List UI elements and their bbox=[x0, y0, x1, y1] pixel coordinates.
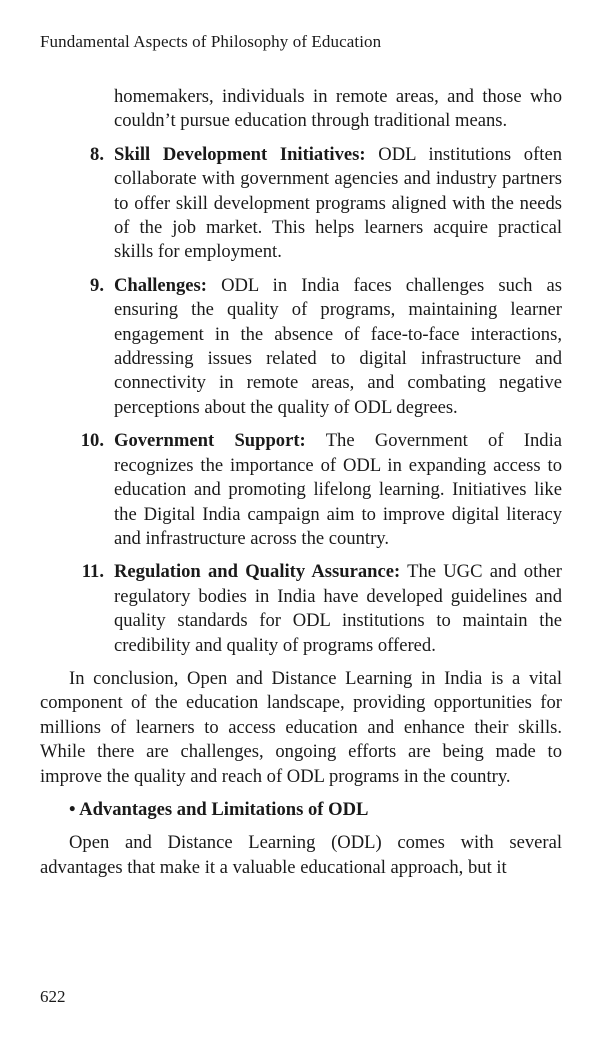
item-title: Government Support: bbox=[114, 430, 306, 452]
item-text: ODL institutions often collaborate with government agencies and industry partners to offer skill development programs aligned with the needs of the job market. This helps learners acquire practical skills for employment. bbox=[114, 143, 562, 263]
item-title: Regulation and Quality Assurance: bbox=[114, 561, 401, 583]
list-item bbox=[40, 274, 562, 420]
list-item bbox=[40, 429, 562, 551]
item-number: 8. bbox=[90, 143, 104, 165]
conclusion-paragraph: In conclusion, Open and Distance Learning in India is a vital component of the education landscape, providing opportunities for millions of learners to access education and enhance their skills. While there are challenges, ongoing efforts are being made to improve the quality and reach of ODL programs in the country. bbox=[40, 667, 562, 787]
section-heading-text: Advantages and Limitations of ODL bbox=[79, 798, 369, 820]
page-number: 622 bbox=[40, 987, 66, 1006]
list-item bbox=[40, 143, 562, 265]
item-text: ODL in India faces challenges such as ensuring the quality of programs, maintaining learner engagement in the absence of face-to-face interactions, addressing issues related to digital infrastructure and connectivity in remote areas, and combating negative perceptions about the quality of ODL degrees. bbox=[114, 274, 562, 418]
section-intro-paragraph: Open and Distance Learning (ODL) comes with several advantages that make it a valuable educational approach, but it bbox=[40, 832, 562, 878]
item-number: 10. bbox=[80, 430, 104, 452]
running-head: Fundamental Aspects of Philosophy of Education bbox=[40, 32, 382, 51]
continuation-paragraph: homemakers, individuals in remote areas, and those who couldn’t pursue education through traditional means. bbox=[114, 86, 562, 132]
item-number: 9. bbox=[90, 274, 104, 296]
bullet-icon: • bbox=[69, 798, 76, 820]
item-text: The Government of India recognizes the importance of ODL in expanding access to education and promoting lifelong learning. Initiatives like the Digital India campaign aim to improve digital literacy and infrastructure across the country. bbox=[114, 430, 563, 549]
item-title: Challenges: bbox=[114, 274, 207, 296]
item-number: 11. bbox=[81, 561, 104, 583]
list-item bbox=[40, 560, 562, 658]
page-body bbox=[40, 85, 562, 880]
item-text: The UGC and other regulatory bodies in India have developed guidelines and quality standards for ODL institutions to maintain the credibility and quality of programs offered. bbox=[114, 561, 563, 656]
item-title: Skill Development Initiatives: bbox=[114, 143, 366, 165]
section-heading bbox=[40, 798, 562, 822]
